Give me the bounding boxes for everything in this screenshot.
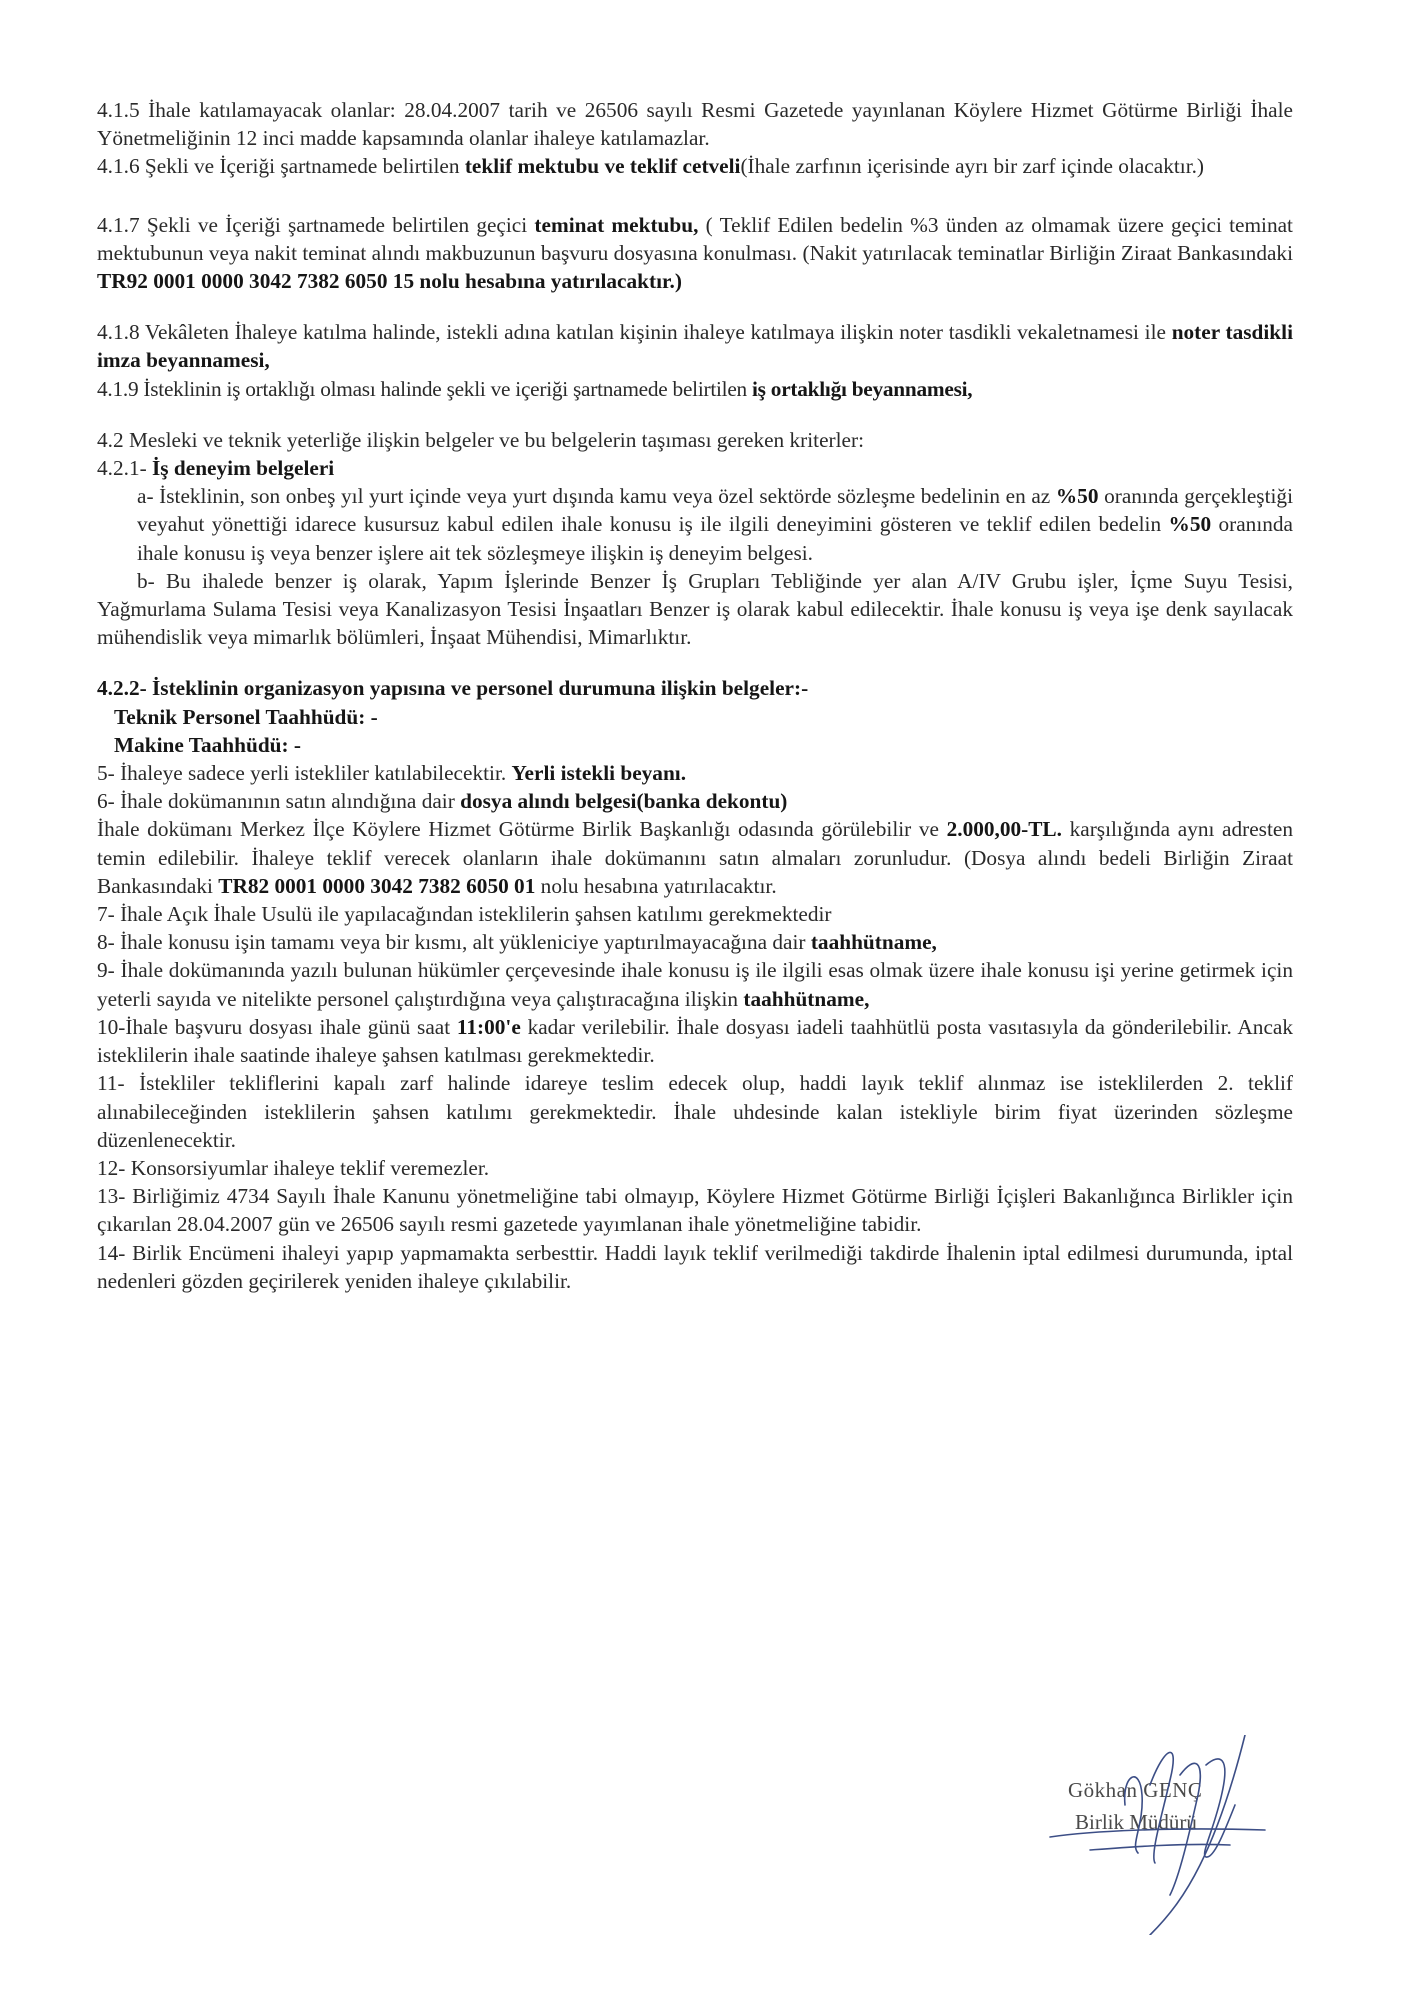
item-5: 5- İhaleye sadece yerli istekliler katılabilecektir. Yerli istekli beyanı. <box>97 761 687 786</box>
item-6-detail: İhale dokümanı Merkez İlçe Köylere Hizmet Götürme Birlik Başkanlığı odasında görülebilir ve 2.000,00-TL. karşılığında aynı adresten temin edilebilir. İhaleye teklif verecek olanların ihale dokümanını satın almaları zorunludur. (Dosya alındı bedeli Birliğin Ziraat Bankasındaki TR82 0001 0000 3042 7382 6050 01 nolu hesabına yatırılacaktır. <box>97 817 1293 898</box>
clause-4-1-7: 4.1.7 Şekli ve İçeriği şartnamede belirtilen geçici teminat mektubu, ( Teklif Edilen bedelin %3 ünden az olmamak üzere geçici teminat mektubunun veya nakit teminat alındı makbuzunun başvuru dosyasına konulması. (Nakit yatırılacak teminatlar Birliğin Ziraat Bankasındaki TR92 0001 0000 3042 7382 6050 15 nolu hesabına yatırılacaktır.) <box>97 212 1293 294</box>
item-13: 13- Birliğimiz 4734 Sayılı İhale Kanunu yönetmeliğine tabi olmayıp, Köylere Hizmet Götürme Birliği İçişleri Bakanlığınca Birlikler için çıkarılan 28.04.2007 gün ve 26506 sayılı resmi gazetede yayımlanan ihale yönetmeliğine tabidir. <box>97 1184 1293 1237</box>
teknik-personel-line: Teknik Personel Taahhüdü: - <box>114 704 378 729</box>
item-10: 10-İhale başvuru dosyası ihale günü saat 11:00'e kadar verilebilir. İhale dosyası iadeli taahhütlü posta vasıtasıyla da gönderilebilir. Ancak isteklilerin ihale saatinde ihaleye şahsen katılması gerekmektedir. <box>97 1014 1293 1068</box>
item-14: 14- Birlik Encümeni ihaleyi yapıp yapmamakta serbesttir. Haddi layık teklif verilmediği takdirde İhalenin iptal edilmesi durumunda, iptal nedenleri gözden geçirilerek yeniden ihaleye çıkılabilir. <box>97 1240 1293 1293</box>
clause-4-1-8: 4.1.8 Vekâleten İhaleye katılma halinde, istekli adına katılan kişinin ihaleye katılmaya ilişkin noter tasdikli vekaletnamesi ile noter tasdikli imza beyannamesi, <box>97 320 1293 373</box>
handwritten-signature <box>1030 1735 1270 1935</box>
item-11: 11- İstekliler tekliflerini kapalı zarf halinde idareye teslim edecek olup, haddi layık teklif alınmaz ise isteklilerden 2. teklif alınabileceğinden isteklilerin şahsen katılımı gerekmektedir. İhale uhdesinde kalan istekliyle birim fiyat üzerinden sözleşme düzenlenecektir. <box>97 1071 1293 1152</box>
clause-4-2-1-a: a- İsteklinin, son onbeş yıl yurt içinde veya yurt dışında kamu veya özel sektörde sözleşme bedelinin en az %50 oranında gerçekleştiği veyahut yönettiği idarece kusursuz kabul edilen ihale konusu iş ile ilgili deneyimini gösteren ve teklif edilen bedelin %50 oranında ihale konusu iş veya benzer işlere ait tek sözleşmeye ilişkin iş deneyim belgesi. <box>137 484 1293 565</box>
signatory-title: Birlik Müdürü <box>1075 1810 1197 1834</box>
clause-4-2-2: 4.2.2- İsteklinin organizasyon yapısına ve personel durumuna ilişkin belgeler:- <box>97 676 809 701</box>
clause-4-2: 4.2 Mesleki ve teknik yeterliğe ilişkin belgeler ve bu belgelerin taşıması gereken kriterler: <box>97 427 865 452</box>
clause-4-1-9: 4.1.9 İsteklinin iş ortaklığı olması halinde şekli ve içeriği şartnamede belirtilen iş ortaklığı beyannamesi, <box>97 376 973 401</box>
makine-line: Makine Taahhüdü: - <box>114 732 302 757</box>
signatory-name: Gökhan GENÇ <box>1068 1778 1203 1802</box>
item-8: 8- İhale konusu işin tamamı veya bir kısmı, alt yükleniciye yaptırılmayacağına dair taahhütname, <box>97 930 937 955</box>
clause-4-1-5: 4.1.5 İhale katılamayacak olanlar: 28.04.2007 tarih ve 26506 sayılı Resmi Gazetede yayınlanan Köylere Hizmet Götürme Birliği İhale Yönetmeliğinin 12 inci madde kapsamında olanlar ihaleye katılamazlar. <box>97 98 1293 151</box>
item-12: 12- Konsorsiyumlar ihaleye teklif veremezler. <box>97 1155 490 1180</box>
clause-4-1-6: 4.1.6 Şekli ve İçeriği şartnamede belirtilen teklif mektubu ve teklif cetveli(İhale zarfının içerisinde ayrı bir zarf içinde olacaktır.) <box>97 154 1205 179</box>
item-9: 9- İhale dokümanında yazılı bulunan hükümler çerçevesinde ihale konusu iş ile ilgili esas olmak üzere ihale konusu işi yerine getirmek için yeterli sayıda ve nitelikte personel çalıştırdığına veya çalıştıracağına ilişkin taahhütname, <box>97 958 1293 1011</box>
item-6: 6- İhale dokümanının satın alındığına dair dosya alındı belgesi(banka dekontu) <box>97 789 788 814</box>
clause-4-2-1: 4.2.1- İş deneyim belgeleri <box>97 456 335 481</box>
item-7: 7- İhale Açık İhale Usulü ile yapılacağından isteklilerin şahsen katılımı gerekmektedir <box>97 902 832 927</box>
document-body <box>97 96 1293 1295</box>
clause-4-2-1-b: b- Bu ihalede benzer iş olarak, Yapım İşlerinde Benzer İş Grupları Tebliğinde yer alan A/IV Grubu işler, İçme Suyu Tesisi, Yağmurlama Sulama Tesisi veya Kanalizasyon Tesisi İnşaatları Benzer iş olarak kabul edilecektir. İhale konusu iş veya işe denk sayılacak mühendislik veya mimarlık bölümleri, İnşaat Mühendisi, Mimarlıktır. <box>97 568 1293 650</box>
